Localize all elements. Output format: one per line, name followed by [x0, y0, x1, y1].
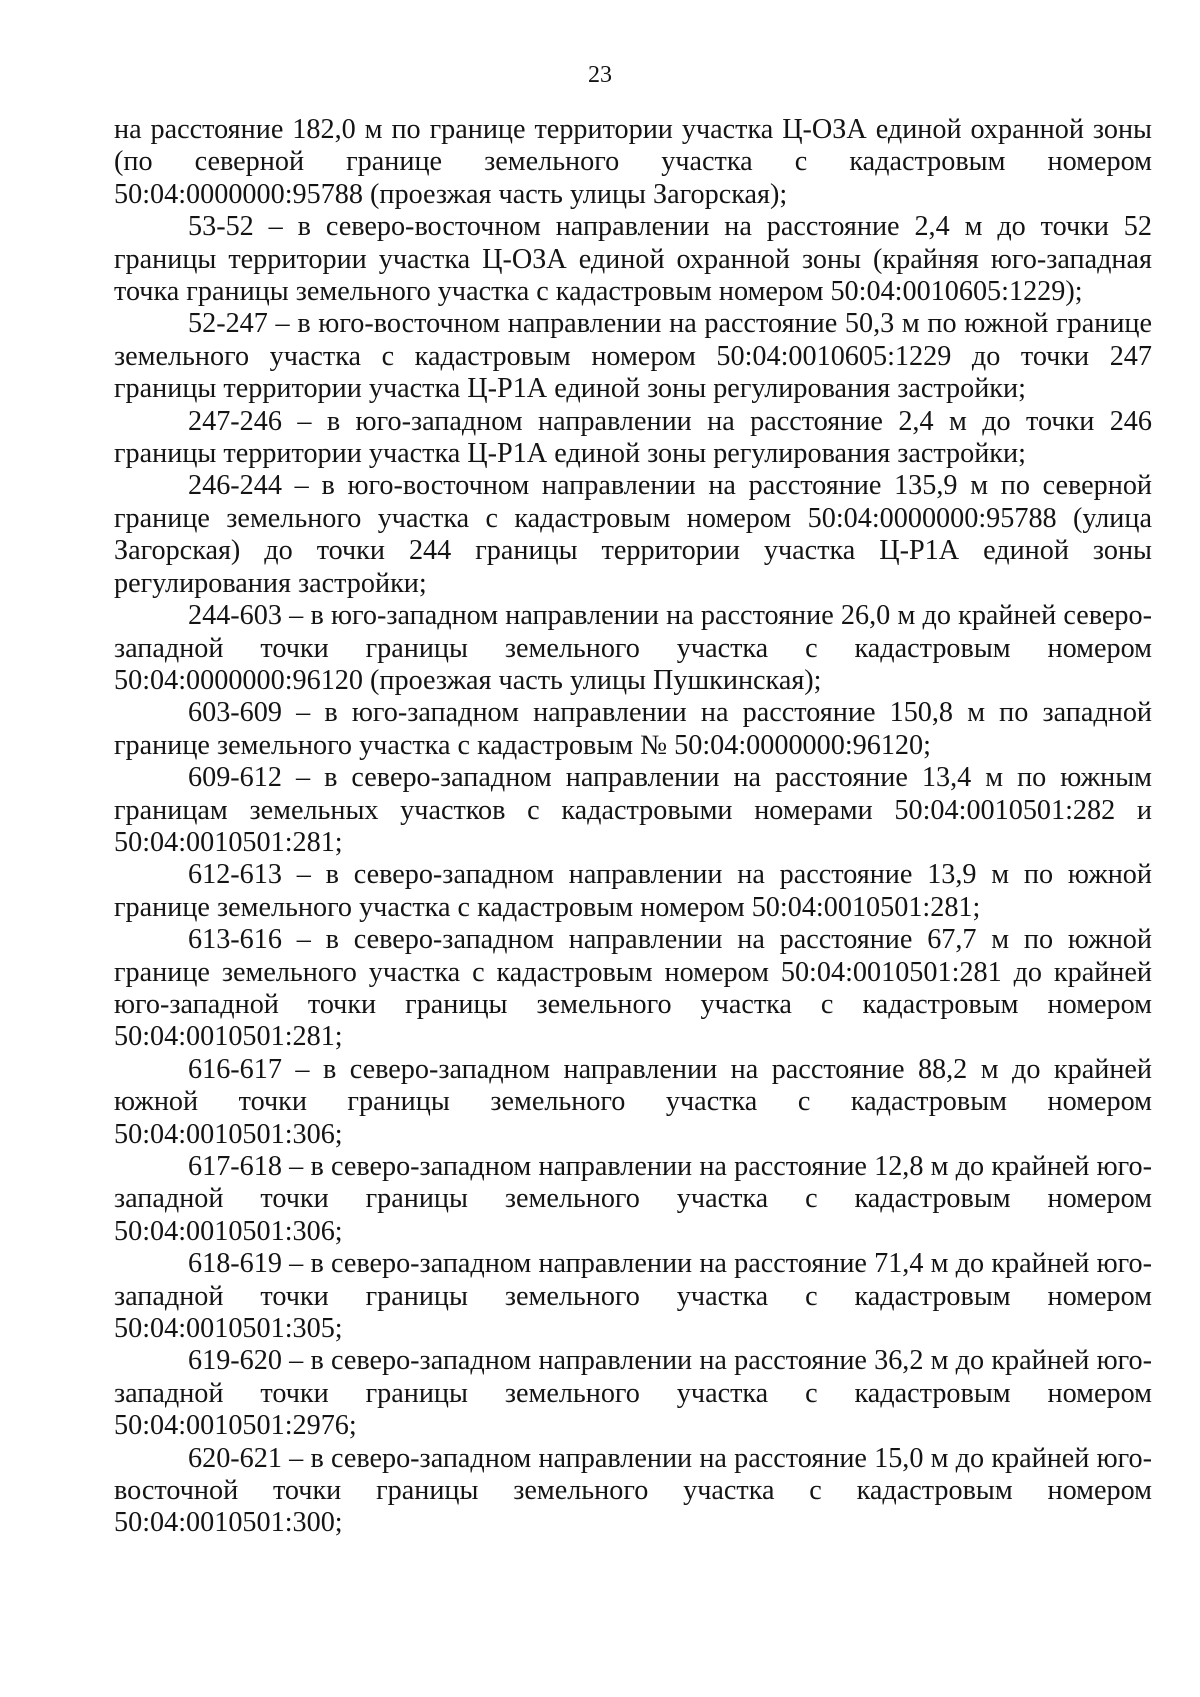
- boundary-segment-paragraph: 613-616 – в северо-западном направлении на расстояние 67,7 м по южной границе земельного участка с кадастровым номером 50:04:0010501:281 до крайней юго-западной точки границы земельного участка с кадастровым номером 50:04:0010501:281;: [114, 924, 1152, 1053]
- boundary-segment-paragraph: 616-617 – в северо-западном направлении на расстояние 88,2 м до крайней южной точки границы земельного участка с кадастровым номером 50:04:0010501:306;: [114, 1053, 1152, 1150]
- boundary-segment-paragraph: 52-247 – в юго-восточном направлении на расстояние 50,3 м по южной границе земельного участка с кадастровым номером 50:04:0010605:1229 до точки 247 границы территории участка Ц-Р1А единой зоны регулирования застройки;: [114, 308, 1152, 405]
- boundary-segment-paragraph: 617-618 – в северо-западном направлении на расстояние 12,8 м до крайней юго-западной точки границы земельного участка с кадастровым номером 50:04:0010501:306;: [114, 1151, 1152, 1247]
- boundary-segment-paragraph: 53-52 – в северо-восточном направлении на расстояние 2,4 м до точки 52 границы территории участка Ц-ОЗА единой охранной зоны (крайняя юго-западная точка границы земельного участка с кадастровым номером 50:04:0010605:1229);: [114, 211, 1152, 308]
- boundary-segment-paragraph: 618-619 – в северо-западном направлении на расстояние 71,4 м до крайней юго-западной точки границы земельного участка с кадастровым номером 50:04:0010501:305;: [114, 1248, 1152, 1345]
- boundary-segment-paragraph: 244-603 – в юго-западном направлении на расстояние 26,0 м до крайней северо-западной точки границы земельного участка с кадастровым номером 50:04:0000000:96120 (проезжая часть улицы Пушкинская);: [114, 600, 1152, 696]
- page-number: 23: [588, 62, 612, 88]
- boundary-segment-paragraph: 246-244 – в юго-восточном направлении на расстояние 135,9 м по северной границе земельного участка с кадастровым номером 50:04:0000000:95788 (улица Загорская) до точки 244 границы территории участка Ц-Р1А единой зоны регулирования застройки;: [114, 470, 1152, 599]
- boundary-segment-paragraph: 620-621 – в северо-западном направлении на расстояние 15,0 м до крайней юго-восточной точки границы земельного участка с кадастровым номером 50:04:0010501:300;: [114, 1442, 1152, 1539]
- boundary-segment-paragraph: 619-620 – в северо-западном направлении на расстояние 36,2 м до крайней юго-западной точки границы земельного участка с кадастровым номером 50:04:0010501:2976;: [114, 1345, 1152, 1442]
- paragraph-continuation: на расстояние 182,0 м по границе территории участка Ц-ОЗА единой охранной зоны (по северной границе земельного участка с кадастровым номером 50:04:0000000:95788 (проезжая часть улицы Загорская);: [114, 114, 1152, 210]
- document-body: [114, 114, 1152, 1540]
- boundary-segment-paragraph: 609-612 – в северо-западном направлении на расстояние 13,4 м по южным границам земельных участков с кадастровыми номерами 50:04:0010501:282 и 50:04:0010501:281;: [114, 762, 1152, 858]
- boundary-segment-paragraph: 603-609 – в юго-западном направлении на расстояние 150,8 м по западной границе земельного участка с кадастровым № 50:04:0000000:96120;: [114, 697, 1152, 761]
- boundary-segment-paragraph: 612-613 – в северо-западном направлении на расстояние 13,9 м по южной границе земельного участка с кадастровым номером 50:04:0010501:281;: [114, 859, 1152, 923]
- boundary-segment-paragraph: 247-246 – в юго-западном направлении на расстояние 2,4 м до точки 246 границы территории участка Ц-Р1А единой зоны регулирования застройки;: [114, 405, 1152, 470]
